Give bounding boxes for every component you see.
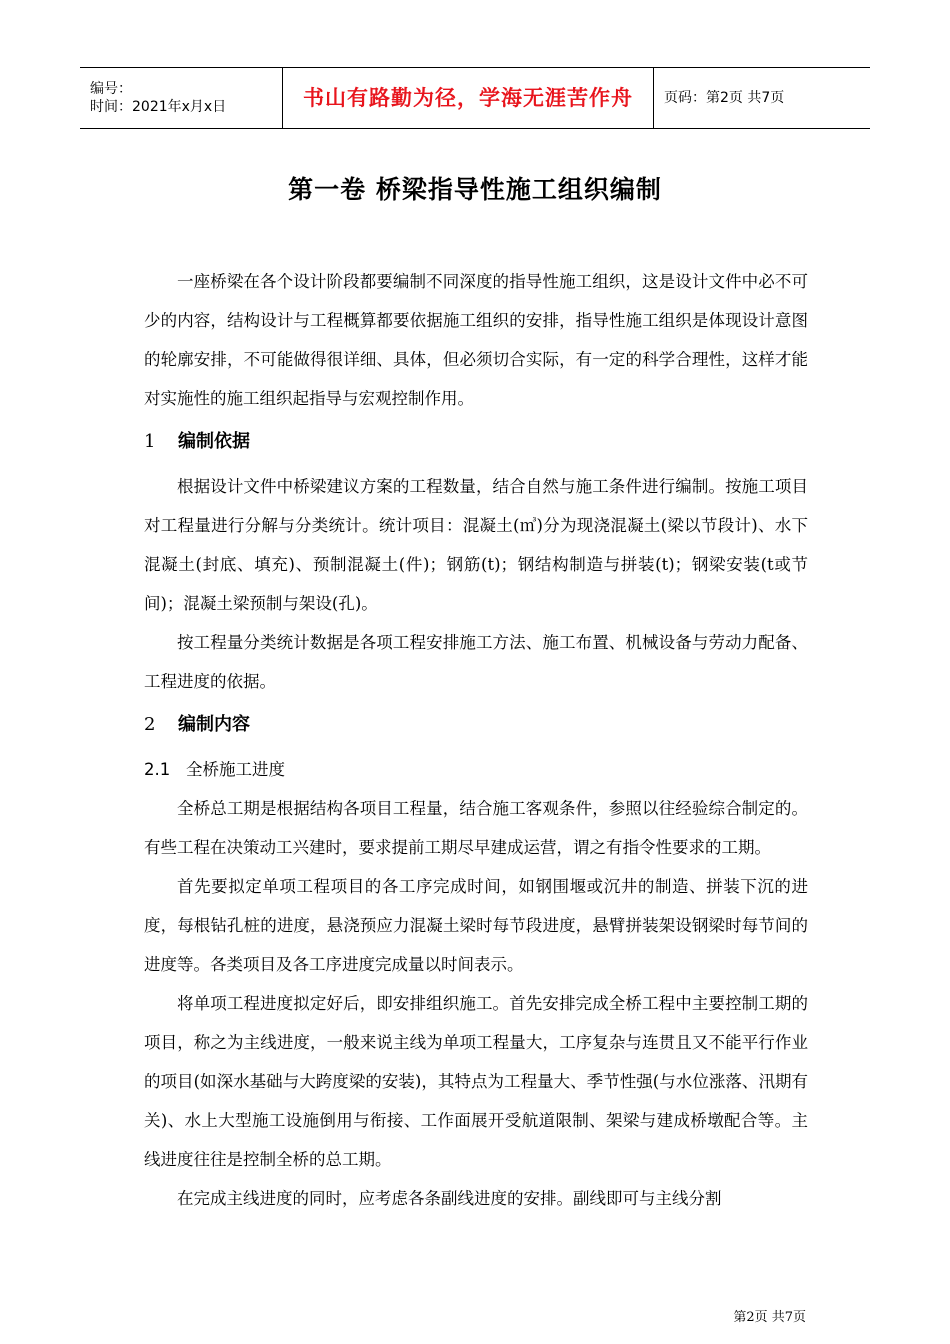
page-footer: 第2页 共7页 [733, 1310, 806, 1325]
header-motto: 书山有路勤为径，学海无涯苦作舟 [303, 86, 633, 110]
section-2-number: 2 [144, 714, 156, 735]
subsection-2-1-paragraph: 将单项工程进度拟定好后，即安排组织施工。首先安排完成全桥工程中主要控制工期的项目，称之为主线进度，一般来说主线为单项工程量大，工序复杂与连贯且又不能平行作业的项目(如深水基础与大跨度梁的安装)，其特点为工程量大、季节性强(与水位涨落、汛期有关)、水上大型施工设施倒用与衔接、工作面展开受航道限制、架梁与建成桥墩配合等。主线进度往往是控制全桥的总工期。 [144, 994, 808, 1169]
section-1-number: 1 [144, 431, 156, 452]
header-page-cell [654, 68, 870, 128]
subsection-2-1-heading [144, 750, 808, 789]
intro-paragraph: 一座桥梁在各个设计阶段都要编制不同深度的指导性施工组织，这是设计文件中必不可少的内容，结构设计与工程概算都要依据施工组织的安排，指导性施工组织是体现设计意图的轮廓安排，不可能做得很详细、具体，但必须切合实际，有一定的科学合理性，这样才能对实施性的施工组织起指导与宏观控制作用。 [144, 272, 808, 408]
document-title: 第一卷 桥梁指导性施工组织编制 [288, 175, 662, 204]
section-1-heading [144, 422, 808, 461]
document-body [144, 262, 808, 1218]
header-meta [80, 68, 282, 128]
section-1-paragraph: 根据设计文件中桥梁建议方案的工程数量，结合自然与施工条件进行编制。按施工项目对工程量进行分解与分类统计。统计项目：混凝土(㎥)分为现浇混凝土(梁以节段计)、水下混凝土(封底、填充)、预制混凝土(件)；钢筋(t)；钢结构制造与拼装(t)；钢梁安装(t或节间)；混凝土梁预制与架设(孔)。 [144, 477, 808, 613]
subsection-2-1-paragraph: 首先要拟定单项工程项目的各工序完成时间，如钢围堰或沉井的制造、拼装下沉的进度，每根钻孔桩的进度，悬浇预应力混凝土梁时每节段进度，悬臂拼装架设钢梁时每节间的进度等。各类项目及各工序进度完成量以时间表示。 [144, 877, 808, 974]
section-1-title: 编制依据 [178, 431, 250, 452]
section-1-paragraph: 按工程量分类统计数据是各项工程安排施工方法、施工布置、机械设备与劳动力配备、工程进度的依据。 [144, 633, 808, 691]
header-page-number: 页码：第2页 共7页 [664, 90, 785, 106]
header-motto-cell [282, 68, 654, 128]
document-number-label: 编号： [90, 81, 132, 97]
page-header [80, 67, 870, 129]
subsection-2-1-title: 全桥施工进度 [186, 760, 285, 779]
document-date-label: 时间：2021年x月x日 [90, 99, 227, 115]
subsection-2-1-paragraph: 全桥总工期是根据结构各项目工程量，结合施工客观条件，参照以往经验综合制定的。有些工程在决策动工兴建时，要求提前工期尽早建成运营，谓之有指令性要求的工期。 [144, 799, 808, 857]
subsection-2-1-number: 2.1 [144, 760, 171, 779]
section-2-heading [144, 705, 808, 744]
subsection-2-1-paragraph: 在完成主线进度的同时，应考虑各条副线进度的安排。副线即可与主线分割 [177, 1189, 722, 1208]
section-2-title: 编制内容 [178, 714, 250, 735]
